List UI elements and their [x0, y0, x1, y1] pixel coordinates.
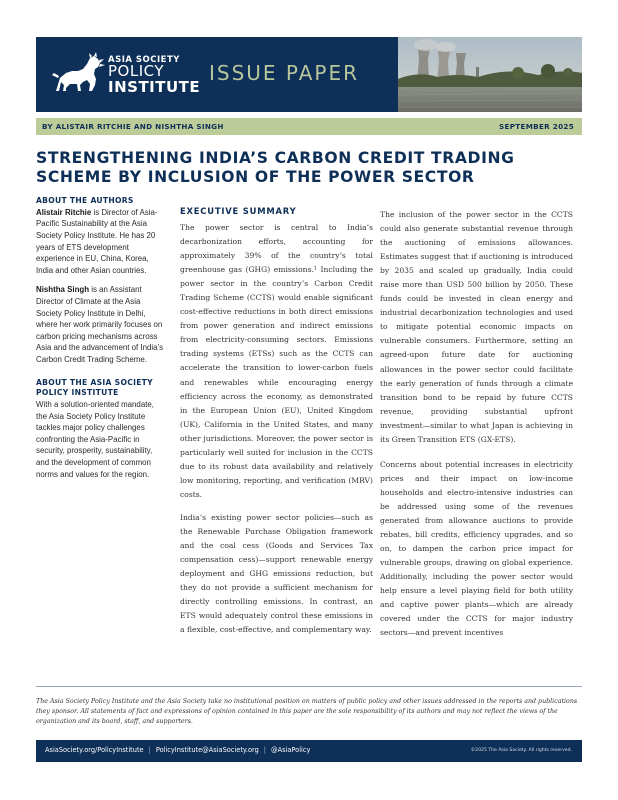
email-link[interactable]: PolicyInstitute@AsiaSociety.org — [155, 746, 259, 754]
byline-authors: BY ALISTAIR RITCHIE AND NISHTHA SINGH — [42, 122, 224, 131]
asia-society-policy-institute-logo[interactable] — [50, 49, 201, 101]
executive-summary-heading: EXECUTIVE SUMMARY — [180, 206, 297, 216]
divider — [36, 686, 582, 687]
author2-bio-text: is an Assistant Director of Climate at the Asia Society Policy Institute in Delhi, where her work primarily focuses on carbon pricing mechanisms across Asia and the advancement of India’s Carbon Credit Trading Scheme. — [36, 285, 164, 364]
author1-bio — [36, 207, 164, 277]
author1-name: Alistair Ritchie — [36, 207, 92, 217]
footer-separator: | — [263, 746, 267, 754]
institute-description: With a solution-oriented mandate, the Asia Society Policy Institute tackles major policy challenges confronting the Asia-Pacific in security, prosperity, sustainability, and the development of common norms and values for the region. — [36, 400, 154, 479]
sidebar — [36, 196, 164, 488]
social-handle-link[interactable]: @AsiaPolicy — [271, 746, 311, 754]
summary-column-1 — [180, 205, 373, 646]
summary-column-2 — [380, 208, 573, 651]
paper-title: STRENGTHENING INDIA’S CARBON CREDIT TRADING SCHEME BY INCLUSION OF THE POWER SECTOR — [36, 149, 515, 186]
about-authors-heading: ABOUT THE AUTHORS — [36, 196, 134, 205]
author2-bio — [36, 284, 164, 365]
copyright-notice: ©2025 The Asia Society. All rights reserved. — [470, 748, 572, 753]
footer-separator: | — [148, 746, 151, 754]
power-plant-photo — [398, 37, 582, 112]
lion-logo-icon — [50, 51, 106, 97]
summary-paragraph-4: Concerns about potential increases in electricity prices and their impact on low-income households and electro-intensive industries can be addressed using some of the revenues generated from allowance auctions to provide rebates, bill credits, efficiency upgrades, and so on, to dampen the carbon price impact for vulnerable groups, drawing on global experience. Additionally, including the power sector would help ensure a level playing field for both utility and captive power plants—which are already covered under the CCTS for major industry sectors—and prevent incentives — [380, 459, 573, 638]
header-banner — [36, 37, 582, 112]
summary-paragraph-1: The power sector is central to India’s decarbonization efforts, accounting for approximately 39% of the country’s total greenhouse gas (GHG) emissions.¹ Including the power sector in the country’s Carbon Credit Trading Scheme (CCTS) would enable significant cost-effective reductions in both direct emissions from power generation and indirect emissions from electricity-consuming sectors. Emissions trading systems (ETSs) such as the CCTS can accelerate the transition to lower-carbon fuels and renewables while encouraging energy efficiency across the economy, as demonstrated in the European Union (EU), United Kingdom (UK), California in the United States, and many other jurisdictions. Moreover, the power sector is particularly well suited for inclusion in the CCTS due to its robust data availability and relatively low monitoring, reporting, and verification (MRV) costs. — [180, 223, 373, 499]
org-name-line1: ASIA SOCIETY — [108, 55, 180, 65]
footer-bar — [36, 740, 582, 762]
footer-links — [45, 746, 310, 754]
byline-bar — [36, 118, 582, 135]
summary-paragraph-2: India’s existing power sector policies—such as the Renewable Purchase Obligation framework and the coal cess (Goods and Services Tax compensation cess)—support renewable energy deployment and GHG emissions reduction, but they do not provide a sufficient mechanism for directly controlling emissions. In contrast, an ETS would adequately control these emissions in a flexible, cost-effective, and complementary way. — [180, 512, 373, 635]
disclaimer: The Asia Society Policy Institute and the Asia Society take no institutional position on matters of public policy and other issues addressed in the reports and publications they sponsor. All statements of fact and expressions of opinion contained in this paper are the sole responsibility of its authors and may not reflect the views of the organization and its board, staff, and supporters. — [36, 698, 578, 726]
org-name-line3: INSTITUTE — [108, 78, 201, 96]
publication-date: SEPTEMBER 2025 — [499, 122, 574, 131]
about-institute-heading: ABOUT THE ASIA SOCIETY POLICY INSTITUTE — [36, 377, 153, 398]
website-link[interactable]: AsiaSociety.org/PolicyInstitute — [45, 746, 144, 754]
publication-type: ISSUE PAPER — [209, 61, 359, 85]
org-name-line2: POLICY — [108, 62, 165, 80]
summary-paragraph-3: The inclusion of the power sector in the CCTS could also generate substantial revenue through the auctioning of emissions allowances. Estimates suggest that if auctioning is introduced by 2035 and scaled up gradually, India could raise more than USD 500 billion by 2050. These funds could be invested in clean energy and industrial decarbonization technologies and used to mitigate potential economic impacts on vulnerable consumers. Furthermore, setting an agreed-upon future date for auctioning allowances in the power sector could facilitate the early generation of funds through a climate transition bond to be repaid by future CCTS revenue, providing substantial upfront investment—similar to what Japan is achieving in its Green Transition ETS (GX-ETS). — [380, 210, 573, 444]
author2-name: Nishtha Singh — [36, 285, 90, 295]
author1-bio-text: is Director of Asia-Pacific Sustainability at the Asia Society Policy Institute. He has 20 years of ETS development experience in EU, China, Korea, India and other Asian countries. — [36, 207, 158, 275]
